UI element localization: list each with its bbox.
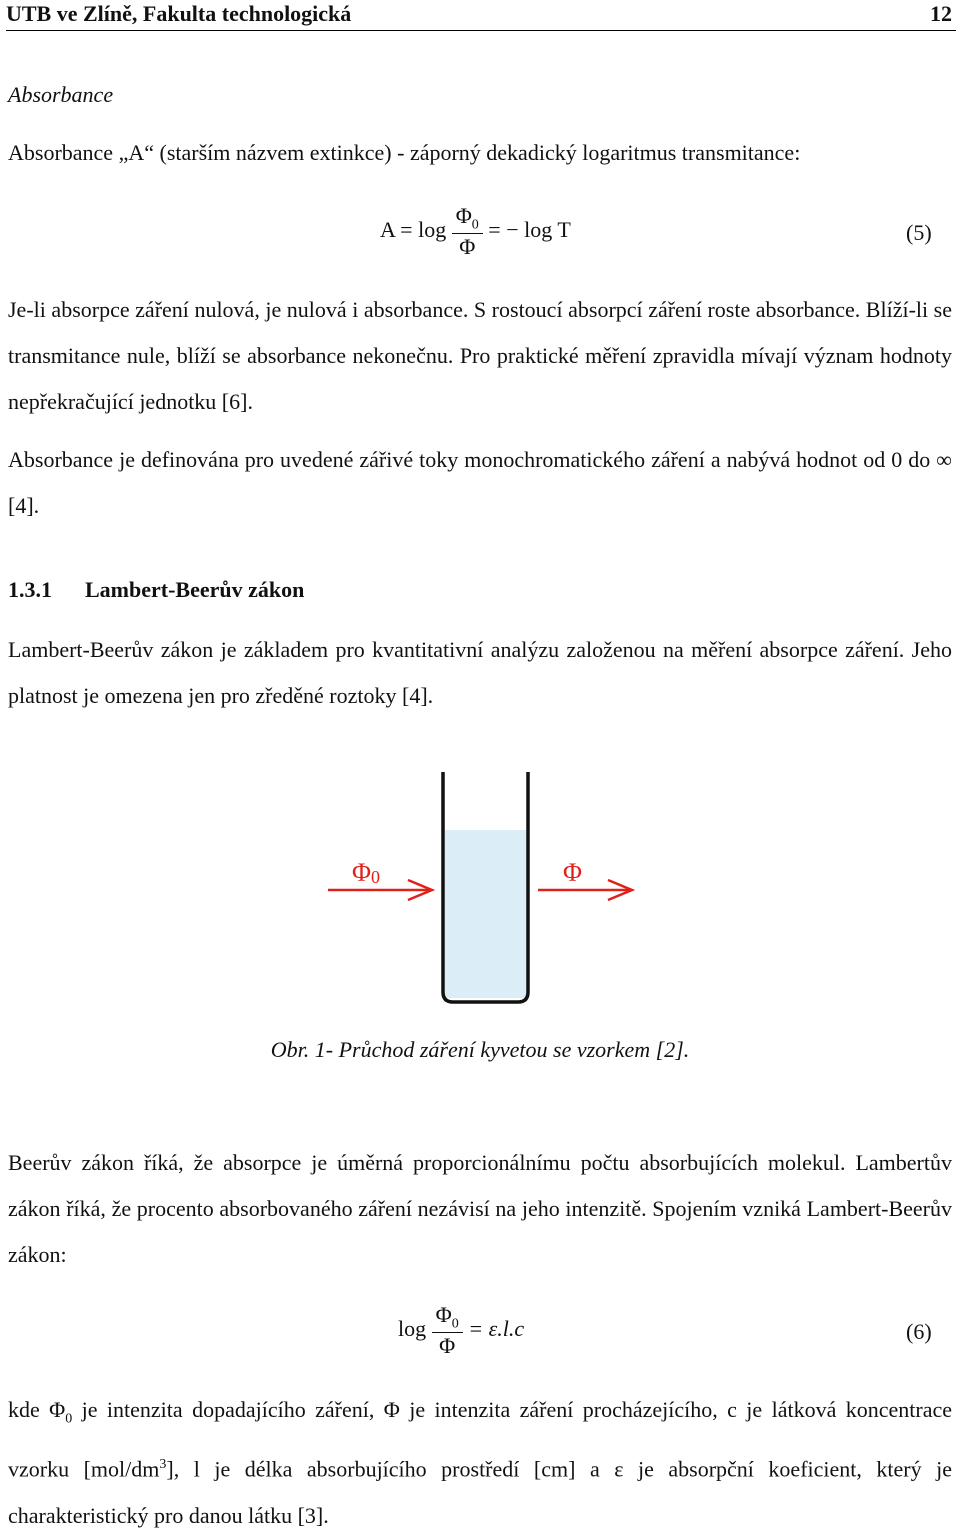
section-number: 1.3.1 <box>8 577 52 602</box>
figure-caption: Obr. 1- Průchod záření kyvetou se vzorkem [2]. <box>270 1037 690 1062</box>
eq5-label: (5) <box>906 220 932 245</box>
equation-5 <box>380 203 571 260</box>
cuvette-liquid <box>445 830 527 998</box>
beer-paragraph: Beerův zákon říká, že absorpce je úměrná proporcionálnímu počtu absorbujících molekul. Lambertův zákon říká, že procento absorbovaného záření nezávisí na jeho intenzitě. Spojením vzniká Lambert-Beerův zákon: <box>8 1150 952 1267</box>
eq6-lhs: log <box>398 1315 427 1341</box>
eq5-fraction <box>452 203 483 260</box>
incoming-phi-label: Φ0 <box>352 858 381 887</box>
eq6-num-sub: 0 <box>451 1316 459 1332</box>
section-paragraph-1: Lambert-Beerův zákon je základem pro kvantitativní analýzu založenou na měření absorpce záření. Jeho platnost je omezena jen pro zředěné roztoky [4]. <box>8 637 952 708</box>
page-header <box>6 0 956 31</box>
eq6-rhs: = ε.l.c <box>468 1315 525 1341</box>
eq5-num: Φ <box>455 203 472 228</box>
absorbance-heading: Absorbance <box>8 82 114 107</box>
absorbance-paragraph-1: Je-li absorpce záření nulová, je nulová i absorbance. S rostoucí absorpcí záření roste absorbance. Blíží-li se transmitance nule, blíží se absorbance nekonečnu. Pro praktické měření zpravidla mívají význam hodnoty nepřekračující jednotku [6]. <box>8 297 952 414</box>
header-title: UTB ve Zlíně, Fakulta technologická <box>6 1 352 26</box>
eq6-fraction <box>432 1302 463 1359</box>
eq6-label: (6) <box>906 1319 932 1344</box>
absorbance-intro: Absorbance „A“ (starším názvem extinkce) - záporný dekadický logaritmus transmitance: <box>8 140 801 165</box>
page-number: 12 <box>930 1 952 26</box>
outgoing-arrow <box>538 880 632 900</box>
outgoing-phi-label: Φ <box>563 858 583 887</box>
definitions-paragraph: kde $\Phi_0$ je intenzita dopadajícího záření, Φ je intenzita záření procházejícího, c je látková koncentrace vzorku $[mol/dm^3]$, l je délka absorbujícího prostředí [cm] a ε je absorpční koeficient, který je charakteristický pro danou látku [3]. <box>8 1397 952 1528</box>
eq6-den: Φ <box>439 1333 456 1359</box>
section-heading <box>8 577 304 603</box>
cuvette-figure <box>0 770 960 1030</box>
absorbance-paragraph-2: Absorbance je definována pro uvedené zářivé toky monochromatického záření a nabývá hodnot od 0 do ∞ [4]. <box>8 447 952 518</box>
eq5-num-sub: 0 <box>471 217 479 233</box>
eq6-num: Φ <box>435 1302 452 1327</box>
eq5-rhs: = − log T <box>488 216 571 242</box>
eq5-den: Φ <box>459 234 476 260</box>
section-title: Lambert-Beerův zákon <box>85 577 305 602</box>
eq5-lhs: A = log <box>380 216 447 242</box>
equation-6 <box>398 1302 524 1359</box>
